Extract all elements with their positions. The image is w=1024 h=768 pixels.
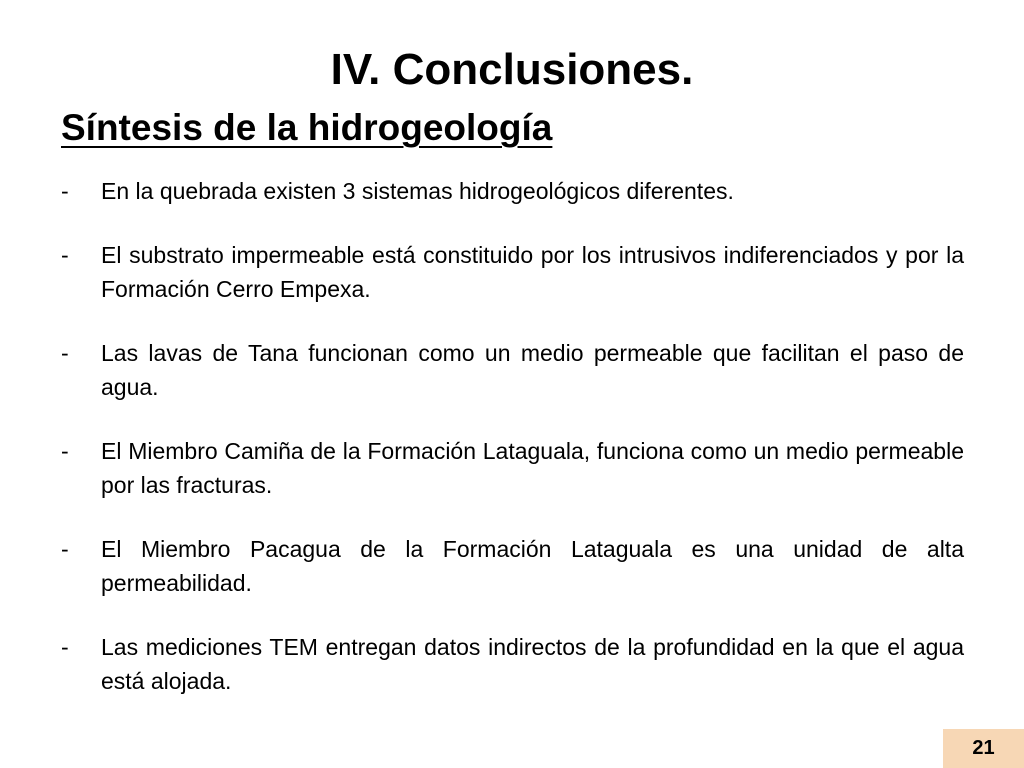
bullet-dash: -	[61, 242, 69, 268]
bullet-item	[61, 532, 964, 600]
bullet-item	[61, 174, 964, 208]
bullet-item	[61, 336, 964, 404]
slide-subtitle: Síntesis de la hidrogeología	[61, 107, 553, 148]
bullet-text: Las lavas de Tana funcionan como un medio permeable que facilitan el paso de agua.	[101, 340, 964, 400]
bullet-dash: -	[61, 340, 69, 366]
bullet-dash: -	[61, 536, 69, 562]
bullet-text: El Miembro Camiña de la Formación Lataguala, funciona como un medio permeable por las fracturas.	[101, 438, 964, 498]
page-number-badge	[943, 729, 1024, 768]
page-number: 21	[972, 737, 995, 759]
bullet-text: En la quebrada existen 3 sistemas hidrogeológicos diferentes.	[101, 178, 734, 204]
bullet-item	[61, 434, 964, 502]
bullet-text: El Miembro Pacagua de la Formación Lataguala es una unidad de alta permeabilidad.	[101, 536, 964, 596]
bullet-dash: -	[61, 178, 69, 204]
bullet-text: Las mediciones TEM entregan datos indirectos de la profundidad en la que el agua está alojada.	[101, 634, 964, 694]
bullet-item	[61, 630, 964, 698]
bullet-dash: -	[61, 438, 69, 464]
slide-title: IV. Conclusiones.	[330, 45, 694, 94]
bullet-dash: -	[61, 634, 69, 660]
bullet-list	[61, 174, 964, 728]
bullet-text: El substrato impermeable está constituido por los intrusivos indiferenciados y por la Formación Cerro Empexa.	[101, 242, 964, 302]
bullet-item	[61, 238, 964, 306]
